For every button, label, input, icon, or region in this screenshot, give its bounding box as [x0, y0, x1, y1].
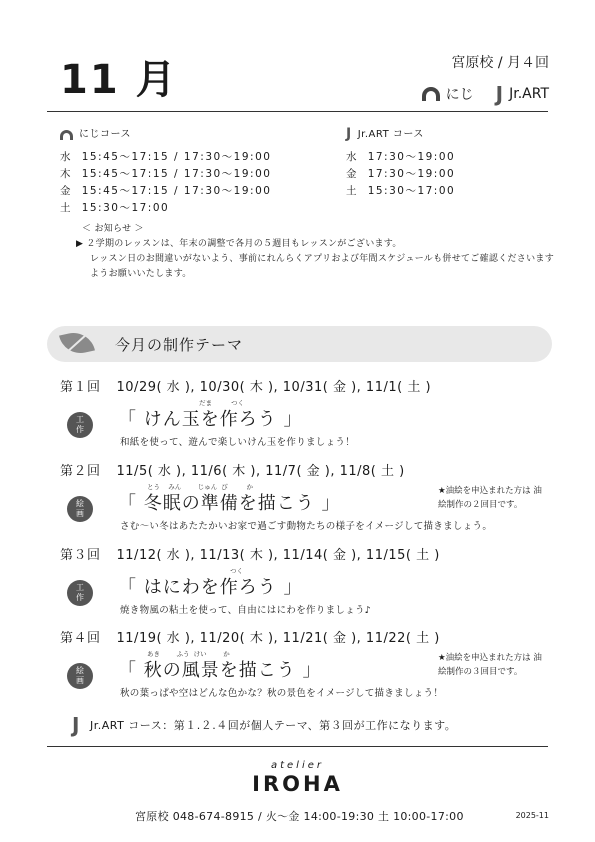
banner-title: 今月の制作テーマ: [115, 336, 244, 354]
session-2: [60, 460, 560, 540]
craft-badge: 工 作: [67, 412, 93, 438]
session-number: 第４回: [60, 631, 101, 646]
ruby: つく: [230, 567, 243, 575]
session-3: [60, 544, 560, 624]
leaf-icon: [59, 329, 95, 357]
jr-course-note: [72, 713, 456, 737]
contact-info: 宮原校 048-674-8915 / 火〜金 14:00-19:30 土 10:00-17:00: [135, 810, 464, 823]
brand-atelier: atelier: [270, 760, 325, 771]
schedule-row: 水 15:45〜17:15 / 17:30〜19:00: [60, 151, 272, 163]
painting-badge: 絵 画: [67, 663, 93, 689]
session-dates: 11/5( 水 ), 11/6( 木 ), 11/7( 金 ), 11/8( 土 ): [116, 464, 405, 479]
session-theme: 「 冬眠の準備を描こう 」: [118, 493, 341, 514]
campus-label: 宮原校 / 月４回: [451, 55, 549, 71]
session-dates: 11/19( 水 ), 11/20( 木 ), 11/21( 金 ), 11/22( 土 ): [116, 631, 440, 646]
session-desc: 和紙を使って、遊んで楽しいけん玉を作りましょう！: [120, 437, 356, 448]
session-theme: 「 けん玉を作ろう 」: [118, 409, 303, 430]
oil-painting-note: ★油絵を申込まれた方は 油絵制作の２回目です。: [438, 486, 542, 510]
notice-line: ▶ ２学期のレッスンは、年末の調整で各月の５週目もレッスンがございます。: [76, 239, 402, 249]
ruby: つく: [231, 399, 244, 407]
ruby: とう みん じゅん び か: [147, 483, 254, 491]
session-dates: 10/29( 水 ), 10/30( 木 ), 10/31( 金 ), 11/1( 土 ): [116, 380, 432, 395]
craft-badge: 工 作: [67, 580, 93, 606]
jr-j-icon: J: [346, 126, 352, 142]
schedule-row: 金 15:45〜17:15 / 17:30〜19:00: [60, 185, 272, 197]
niji-course-label: にじ: [445, 87, 474, 103]
notice-line: ようお願いいたします。: [90, 269, 192, 279]
ruby: あき ふう けい か: [147, 650, 230, 658]
session-4: [60, 627, 560, 707]
session-theme: 「 秋の風景を描こう 」: [118, 660, 322, 681]
niji-arch-icon: [60, 130, 73, 140]
niji-schedule: [60, 126, 271, 217]
session-desc: 焼き物風の粘土を使って、自由にはにわを作りましょう♪: [120, 605, 372, 616]
notice-title: ＜ お知らせ ＞: [82, 224, 144, 234]
jr-schedule: [346, 126, 455, 200]
notice-block: [76, 222, 554, 282]
session-number: 第３回: [60, 548, 101, 563]
ruby: だま: [199, 399, 212, 407]
course-legend: [422, 82, 549, 106]
session-dates: 11/12( 水 ), 11/13( 木 ), 11/14( 金 ), 11/15( 土 ): [116, 548, 440, 563]
brand-logo: IROHA: [252, 772, 343, 796]
schedule-row: 土 15:30〜17:00: [346, 185, 456, 197]
schedule-row: 金 17:30〜19:00: [346, 168, 456, 180]
jr-note-text: Jr.ART コース：第１.２.４回が個人テーマ、第３回が工作になります。: [89, 719, 457, 732]
niji-schedule-title: にじコース: [79, 129, 131, 140]
painting-badge: 絵 画: [67, 496, 93, 522]
session-desc: 秋の葉っぱや空はどんな色かな？秋の景色をイメージして描きましょう！: [120, 688, 444, 699]
niji-arch-icon: [422, 87, 440, 101]
schedule-row: 水 17:30〜19:00: [346, 151, 456, 163]
issue-code: 2025-11: [515, 811, 549, 820]
schedule-row: 木 15:45〜17:15 / 17:30〜19:00: [60, 168, 272, 180]
session-desc: さむ〜い冬はあたたかいお家で過ごす動物たちの様子をイメージして描きましょう。: [120, 521, 493, 532]
oil-painting-note: ★油絵を申込まれた方は 油絵制作の３回目です。: [438, 653, 542, 677]
session-number: 第１回: [60, 380, 101, 395]
jr-course-label: Jr.ART: [509, 86, 549, 102]
jr-j-icon: J: [495, 82, 504, 106]
header-divider: [47, 111, 548, 112]
session-theme: 「 はにわを作ろう 」: [118, 577, 303, 598]
session-1: [60, 376, 560, 456]
footer-divider: [47, 746, 548, 747]
session-number: 第２回: [60, 464, 101, 479]
jr-schedule-title: Jr.ART コース: [357, 129, 424, 140]
month-title: 11 月: [60, 57, 178, 103]
jr-j-icon: J: [72, 713, 80, 737]
notice-line: レッスン日のお間違いがないよう、事前にれんらくアプリおよび年間スケジュールも併せてご確認くださいます: [90, 254, 555, 264]
schedule-row: 土 15:30〜17:00: [60, 202, 170, 214]
theme-banner: [47, 326, 552, 362]
